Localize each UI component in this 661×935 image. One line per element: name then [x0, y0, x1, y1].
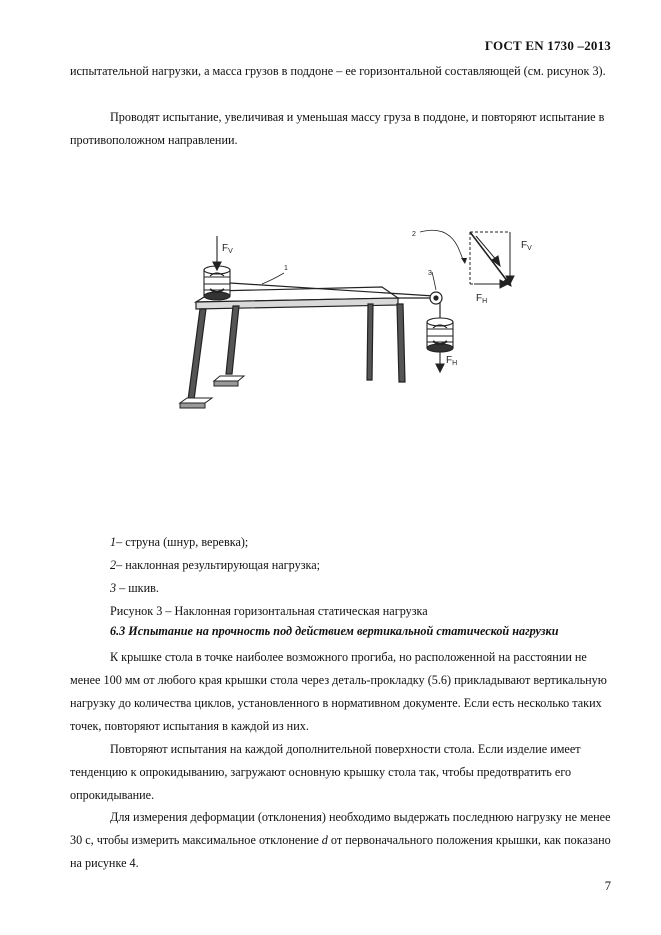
- pulley: [398, 292, 442, 322]
- paragraph-continuation: испытательной нагрузки, а масса грузов в поддоне – ее горизонтальной составляющей (см. рисунок 3).: [70, 64, 606, 78]
- callout-2-label: 2: [412, 231, 416, 238]
- callout-1: [262, 273, 284, 284]
- legend-item-3: 3 – шкив.: [110, 581, 159, 595]
- table-legs: [188, 304, 405, 400]
- section-paragraph-2: Повторяют испытания на каждой дополнительной поверхности стола. Если изделие имеет тенденцию к опрокидыванию, загружают основную крышку стола так, чтобы предотвратить его опрокидывание.: [70, 742, 581, 802]
- variable-d: d: [321, 833, 328, 847]
- section-heading: 6.3 Испытание на прочность под действием вертикальной статической нагрузки: [110, 624, 559, 638]
- fh-arrow-down: [436, 352, 444, 372]
- section-paragraph-1: К крышке стола в точке наиболее возможного прогиба, но расположенной на расстоянии не менее 100 мм от любого края крышки стола через деталь-прокладку (5.6) прикладывают вертикальную нагрузку до количества циклов, установленного в нормативном документе. Если есть несколько таких точек, повторяют испытания в каждой из них.: [70, 650, 607, 733]
- callout-3-label: 3: [428, 270, 432, 277]
- figure-caption: Рисунок 3 – Наклонная горизонтальная статическая нагрузка: [110, 604, 428, 618]
- callout-1-label: 1: [284, 265, 288, 272]
- string-cord: [230, 283, 434, 296]
- paragraph-test-procedure: Проводят испытание, увеличивая и уменьшая массу груза в поддоне, и повторяют испытание в противоположном направлении.: [70, 110, 605, 147]
- fv-label-diagram: $F_V$: [521, 240, 532, 252]
- weight-stack-on-table: [204, 266, 230, 300]
- callout-2-arrowhead: [461, 258, 467, 264]
- table-top: [196, 287, 398, 309]
- callout-3: [432, 272, 436, 290]
- page-number: 7: [604, 879, 611, 893]
- fh-label-down: $F_H$: [446, 355, 458, 367]
- floor-pads: [180, 376, 244, 408]
- force-vector-diagram: [470, 232, 514, 288]
- document-header: ГОСТ EN 1730 –2013: [484, 38, 611, 53]
- fv-arrow-left: [213, 236, 221, 270]
- legend-item-1: 1– струна (шнур, веревка);: [110, 535, 249, 549]
- legend-item-2: 2– наклонная результирующая нагрузка;: [110, 558, 321, 572]
- hanging-weight: [427, 318, 453, 352]
- section-paragraph-3: Для измерения деформации (отклонения) необходимо выдержать последнюю нагрузку не менее 30 с, чтобы измерить максимальное отклонение d от первоначального положения крышки, как показано на рисунке 4.: [70, 810, 611, 870]
- fh-label-diagram: $F_H$: [476, 293, 488, 305]
- callout-2: [420, 230, 464, 262]
- fv-label-left: $F_V$: [222, 243, 233, 255]
